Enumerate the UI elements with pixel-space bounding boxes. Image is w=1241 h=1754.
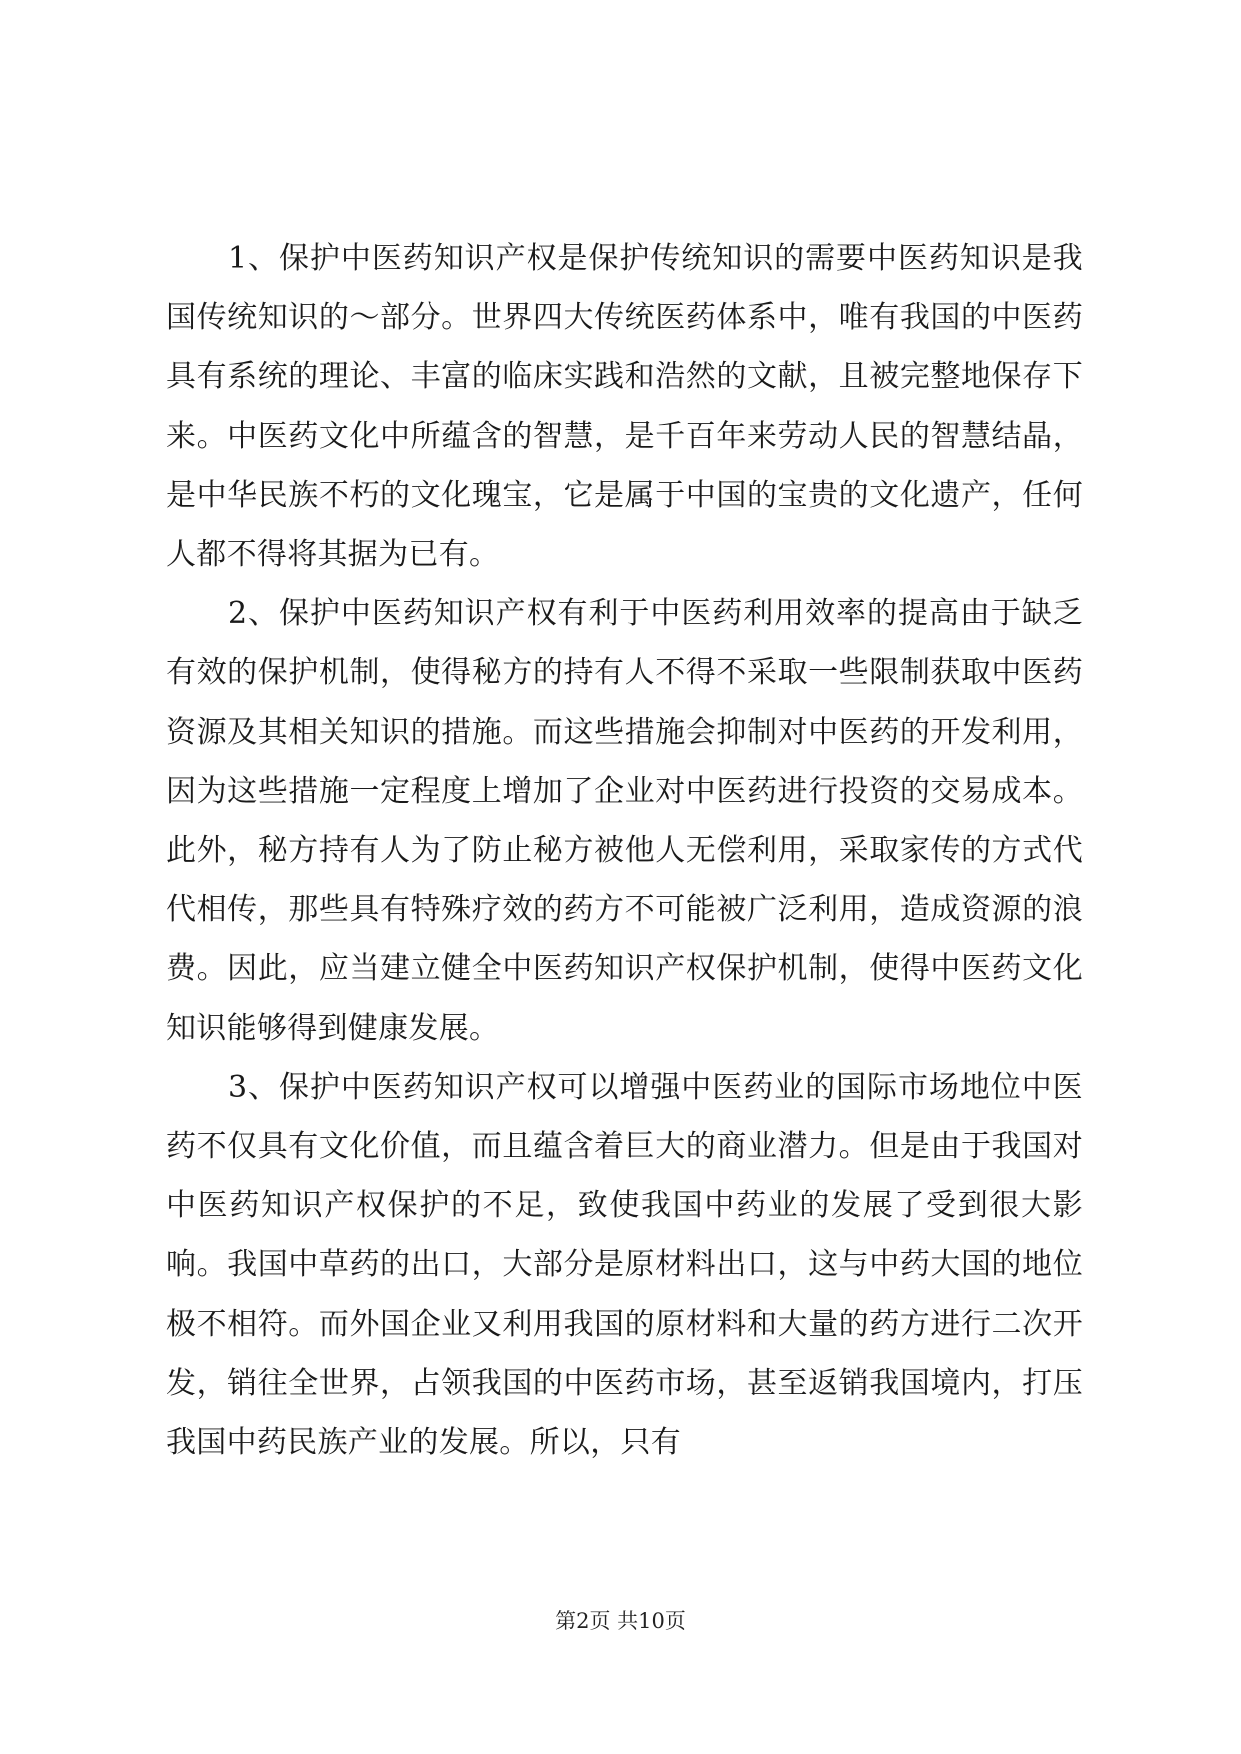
paragraph-2: 2、保护中医药知识产权有利于中医药利用效率的提高由于缺乏有效的保护机制，使得秘方的持有人不得不采取一些限制获取中医药资源及其相关知识的措施。而这些措施会抑制对中医药的开发利用，因为这些措施一定程度上增加了企业对中医药进行投资的交易成本。此外，秘方持有人为了防止秘方被他人无偿利用，采取家传的方式代代相传，那些具有特殊疗效的药方不可能被广泛利用，造成资源的浪费。因此，应当建立健全中医药知识产权保护机制，使得中医药文化知识能够得到健康发展。 bbox=[166, 596, 1083, 1046]
document-body bbox=[166, 229, 1083, 1472]
paragraph-1: 1、保护中医药知识产权是保护传统知识的需要中医药知识是我国传统知识的～部分。世界四大传统医药体系中，唯有我国的中医药具有系统的理论、丰富的临床实践和浩然的文献，且被完整地保存下来。中医药文化中所蕴含的智慧，是千百年来劳动人民的智慧结晶，是中华民族不朽的文化瑰宝，它是属于中国的宝贵的文化遗产，任何人都不得将其据为已有。 bbox=[166, 241, 1083, 573]
paragraph-3: 3、保护中医药知识产权可以增强中医药业的国际市场地位中医药不仅具有文化价值，而且蕴含着巨大的商业潜力。但是由于我国对中医药知识产权保护的不足，致使我国中药业的发展了受到很大影响。我国中草药的出口，大部分是原材料出口，这与中药大国的地位极不相符。而外国企业又利用我国的原材料和大量的药方进行二次开发，销往全世界，占领我国的中医药市场，甚至返销我国境内，打压我国中药民族产业的发展。所以，只有 bbox=[166, 1069, 1083, 1461]
page-footer: 第2页 共10页 bbox=[555, 1609, 686, 1633]
